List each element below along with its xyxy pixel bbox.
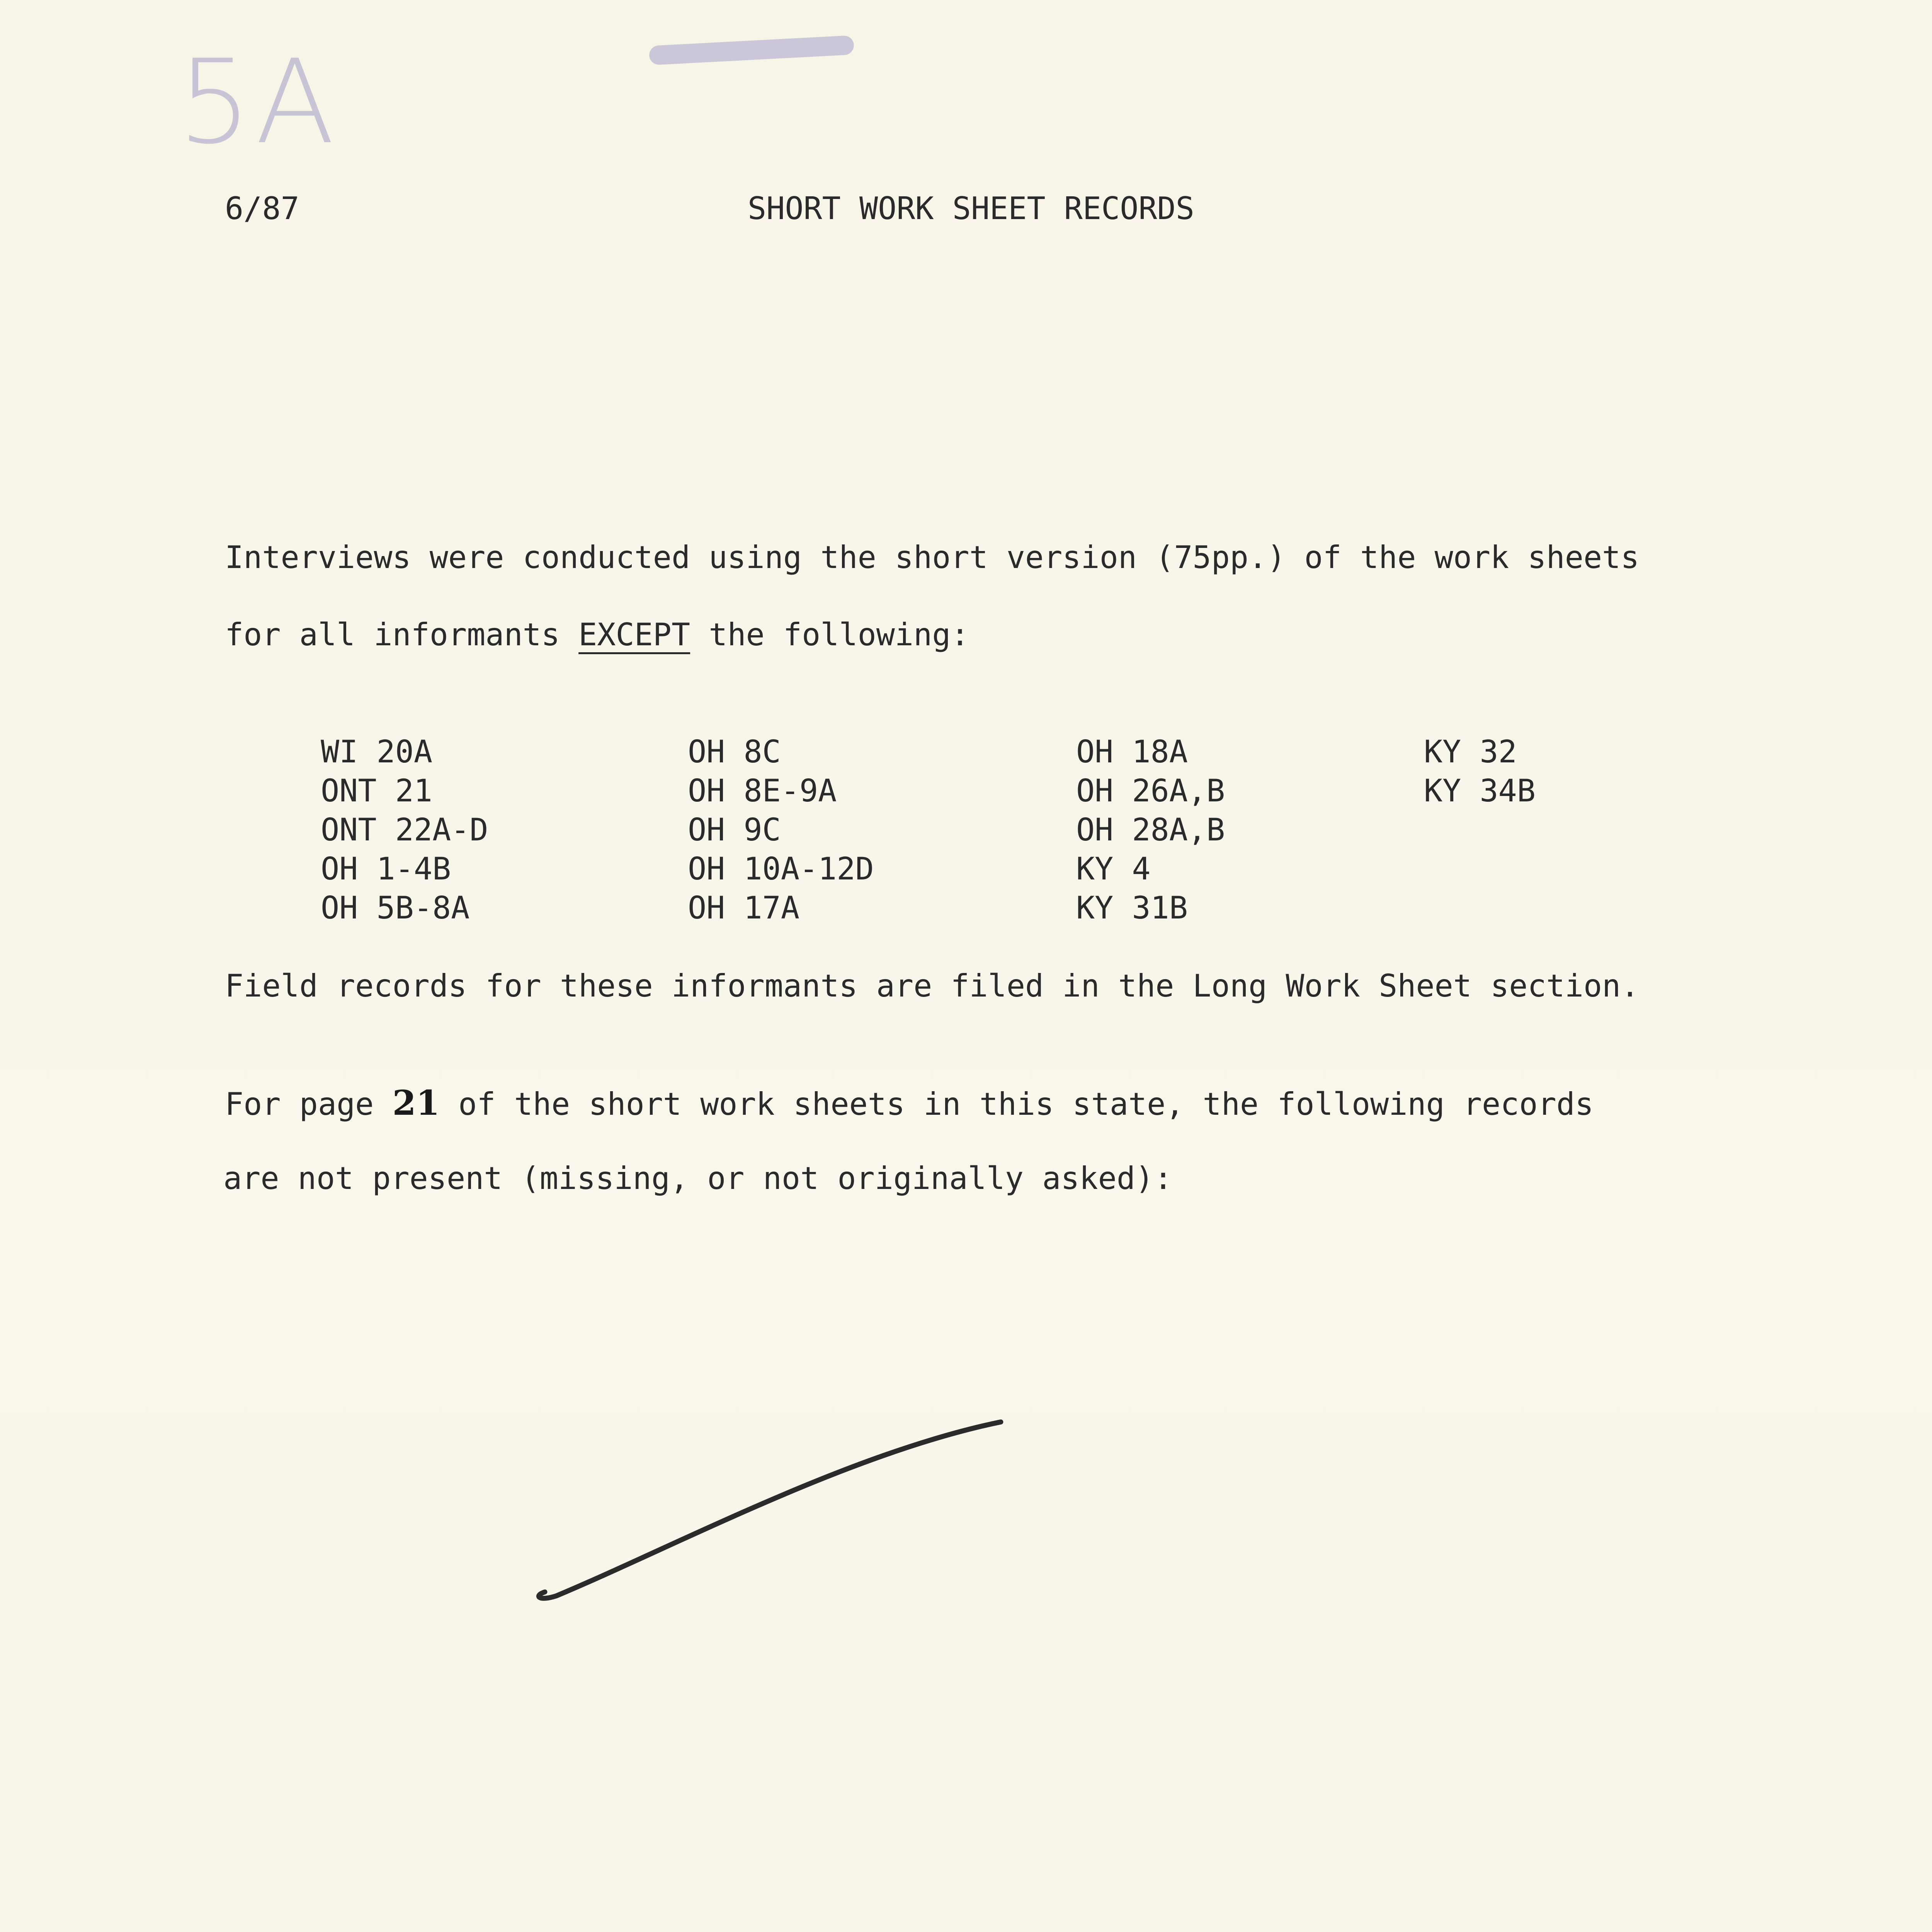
informant-code: KY 4: [1076, 851, 1151, 887]
informant-code: OH 8C: [688, 734, 781, 770]
informant-code: WI 20A: [321, 734, 432, 770]
informant-code: KY 31B: [1076, 890, 1188, 926]
informant-code: OH 26A,B: [1076, 773, 1225, 809]
informant-code: KY 32: [1424, 734, 1517, 770]
handwritten-corner-mark: 5A: [178, 35, 339, 170]
paragraph-3-line-1-end: of the short work sheets in this state, the following records: [439, 1086, 1594, 1122]
paragraph-2: Field records for these informants are filed in the Long Work Sheet section.: [225, 968, 1639, 1004]
handwritten-page-number: 21: [392, 1083, 440, 1123]
informant-code: OH 17A: [688, 890, 799, 926]
paragraph-3-line-1-start: For page: [225, 1086, 393, 1122]
informant-code: OH 18A: [1076, 734, 1188, 770]
informant-code: ONT 21: [321, 773, 432, 809]
paragraph-1-line-2-start: for all informants: [225, 617, 579, 653]
informant-code: OH 8E-9A: [688, 773, 837, 809]
informant-code: OH 10A-12D: [688, 851, 874, 887]
informant-code: ONT 22A-D: [321, 812, 488, 848]
paragraph-1-line-1: Interviews were conducted using the short version (75pp.) of the work sheets: [225, 539, 1639, 575]
informant-code: OH 9C: [688, 812, 781, 848]
document-title: SHORT WORK SHEET RECORDS: [748, 190, 1194, 226]
except-emphasis: EXCEPT: [578, 617, 690, 653]
informant-code: KY 34B: [1424, 773, 1536, 809]
informant-code: OH 5B-8A: [321, 890, 470, 926]
document-date: 6/87: [225, 190, 299, 226]
informant-code: OH 1-4B: [321, 851, 451, 887]
paragraph-1-line-2-end: the following:: [690, 617, 969, 653]
paragraph-3-line-2: are not present (missing, or not originally asked):: [223, 1160, 1173, 1196]
informant-code: OH 28A,B: [1076, 812, 1225, 848]
